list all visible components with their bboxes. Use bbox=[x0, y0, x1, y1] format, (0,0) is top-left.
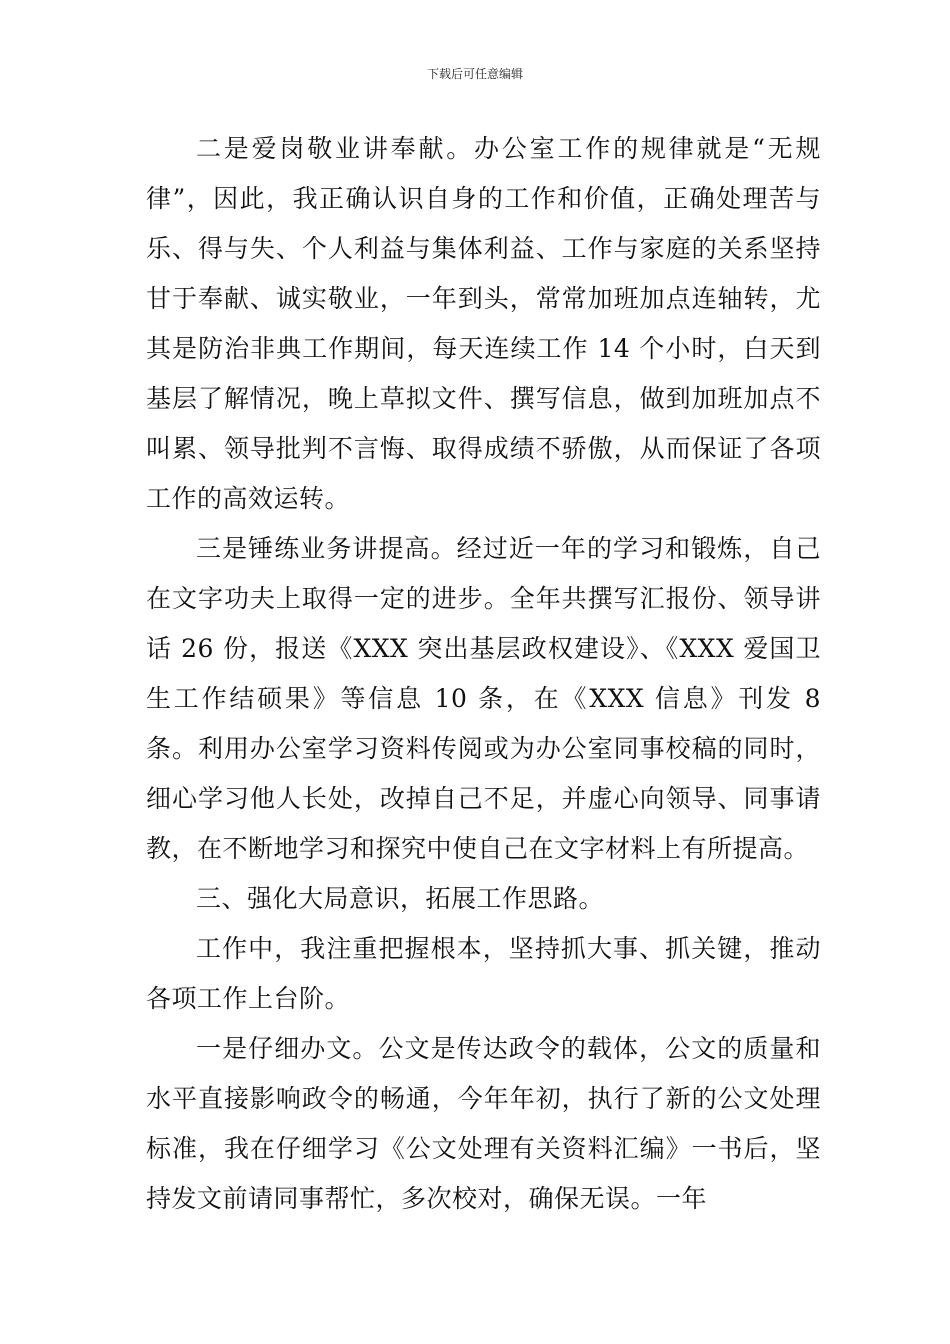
section-heading: 三、强化大局意识，拓展工作思路。 bbox=[196, 884, 605, 913]
paragraph-dedication: 二是爱岗敬业讲奉献。办公室工作的规律就是“无规律”，因此，我正确认识自身的工作和价值，正确处理苦与乐、得与失、个人利益与集体利益、工作与家庭的关系坚持甘于奉献、诚实敬业，一年到头，常常加班加点连轴转，尤其是防治非典工作期间，每天连续工作 14 个小时，白天到基层了解情况，晚上草拟文件、撰写信息，做到加班加点不叫累、领导批判不言悔、取得成绩不骄傲，从而保证了各项工作的高效运转。 bbox=[146, 134, 821, 513]
paragraph-focus: 工作中，我注重把握根本，坚持抓大事、抓关键，推动各项工作上台阶。 bbox=[146, 934, 821, 1013]
document-body bbox=[146, 124, 821, 1224]
paragraph-documents: 一是仔细办文。公文是传达政令的载体，公文的质量和水平直接影响政令的畅通，今年年初，执行了新的公文处理标准，我在仔细学习《公文处理有关资料汇编》一书后，坚持发文前请同事帮忙，多次校对，确保无误。一年 bbox=[146, 1034, 821, 1213]
paragraph-skills: 三是锤练业务讲提高。经过近一年的学习和锻炼，自己在文字功夫上取得一定的进步。全年共撰写汇报份、领导讲话 26 份，报送《XXX 突出基层政权建设》、《XXX 爱国卫生工作结硕果》等信息 10 条，在《XXX 信息》刊发 8 条。利用办公室学习资料传阅或为办公室同事校稿的同时，细心学习他人长处，改掉自己不足，并虚心向领导、同事请教，在不断地学习和探究中使自己在文字材料上有所提高。 bbox=[146, 534, 821, 863]
page-header: 下载后可任意编辑 bbox=[426, 67, 523, 81]
